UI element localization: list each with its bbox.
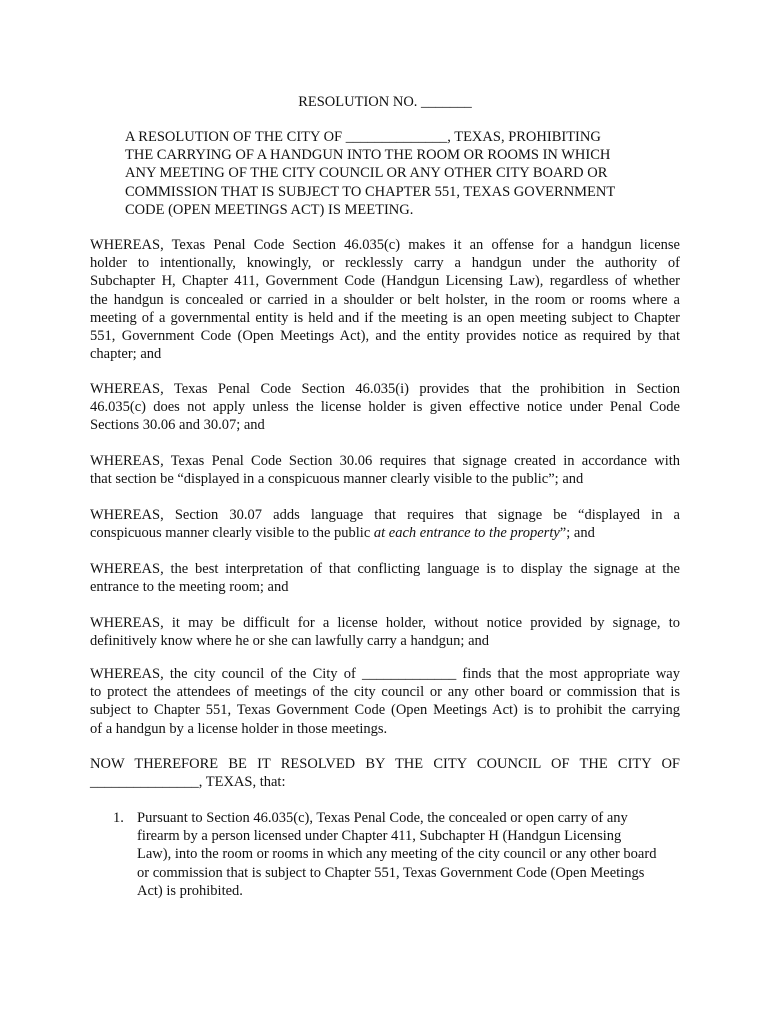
paragraph-line: WHEREAS, Texas Penal Code Section 46.035(i) provides that the prohibition in Section: [90, 381, 680, 397]
heading-line: A RESOLUTION OF THE CITY OF ______________, TEXAS, PROHIBITING: [125, 129, 601, 145]
list-item-body: [137, 809, 683, 900]
paragraph-line: that section be “displayed in a conspicuous manner clearly visible to the public”; and: [90, 471, 584, 488]
heading-line: THE CARRYING OF A HANDGUN INTO THE ROOM OR ROOMS IN WHICH: [125, 147, 611, 164]
line-text: ”; and: [559, 525, 595, 542]
whereas-paragraph-4: [90, 506, 680, 542]
resolution-title: RESOLUTION NO. _______: [298, 94, 472, 110]
whereas-paragraph-5: [90, 560, 680, 596]
list-item-line: Pursuant to Section 46.035(c), Texas Penal Code, the concealed or open carry of any: [137, 810, 628, 826]
paragraph-line: Sections 30.06 and 30.07; and: [90, 417, 265, 434]
paragraph-line: chapter; and: [90, 346, 162, 363]
paragraph-line: entrance to the meeting room; and: [90, 579, 289, 596]
resolution-heading: [125, 128, 655, 219]
paragraph-line: holder to intentionally, knowingly, or recklessly carry a handgun under the authority of: [90, 255, 680, 272]
paragraph-line: Subchapter H, Chapter 411, Government Code (Handgun Licensing Law), regardless of whether: [90, 273, 680, 290]
heading-line: CODE (OPEN MEETINGS ACT) IS MEETING.: [125, 201, 414, 218]
list-item-line: or commission that is subject to Chapter 551, Texas Government Code (Open Meetings: [137, 864, 645, 881]
whereas-paragraph-6: [90, 614, 680, 650]
paragraph-line: _______________, TEXAS, that:: [90, 774, 286, 791]
whereas-paragraph-2: [90, 380, 680, 435]
paragraph-line: WHEREAS, the city council of the City of _____________ finds that the most appropriate way: [90, 666, 680, 682]
paragraph-line: the handgun is concealed or carried in a shoulder or belt holster, in the room or rooms where a: [90, 291, 680, 308]
whereas-paragraph-7: [90, 665, 680, 738]
heading-line: ANY MEETING OF THE CITY COUNCIL OR ANY OTHER CITY BOARD OR: [125, 165, 608, 182]
resolved-clause: [90, 755, 680, 791]
paragraph-line: 46.035(c) does not apply unless the license holder is given effective notice under Penal Code: [90, 399, 680, 416]
paragraph-line: [90, 524, 680, 542]
paragraph-line: WHEREAS, Section 30.07 adds language that requires that signage be “displayed in a: [90, 507, 680, 523]
italic-phrase: at each entrance to the property: [373, 525, 560, 542]
paragraph-line: NOW THEREFORE BE IT RESOLVED BY THE CITY COUNCIL OF THE CITY OF: [90, 756, 680, 772]
paragraph-line: WHEREAS, the best interpretation of that conflicting language is to display the signage at the: [90, 561, 680, 577]
paragraph-line: subject to Chapter 551, Texas Government Code (Open Meetings Act) is to prohibit the carrying: [90, 702, 680, 719]
paragraph-line: WHEREAS, Texas Penal Code Section 30.06 requires that signage created in accordance with: [90, 453, 680, 469]
list-number: 1.: [113, 810, 124, 826]
paragraph-line: definitively know where he or she can lawfully carry a handgun; and: [90, 633, 490, 650]
whereas-paragraph-1: [90, 236, 680, 363]
paragraph-line: of a handgun by a license holder in those meetings.: [90, 720, 388, 737]
whereas-paragraph-3: [90, 452, 680, 488]
heading-line: COMMISSION THAT IS SUBJECT TO CHAPTER 551, TEXAS GOVERNMENT: [125, 183, 616, 200]
paragraph-line: 551, Government Code (Open Meetings Act), and the entity provides notice as required by that: [90, 328, 680, 345]
paragraph-line: WHEREAS, Texas Penal Code Section 46.035(c) makes it an offense for a handgun license: [90, 237, 680, 253]
list-item-line: firearm by a person licensed under Chapter 411, Subchapter H (Handgun Licensing: [137, 828, 622, 845]
list-item-line: Law), into the room or rooms in which any meeting of the city council or any other board: [137, 846, 657, 863]
list-item-line: Act) is prohibited.: [137, 882, 243, 899]
line-text: conspicuous manner clearly visible to the public: [90, 525, 374, 542]
paragraph-line: to protect the attendees of meetings of the city council or any other board or commission that is: [90, 684, 680, 701]
paragraph-line: meeting of a governmental entity is held and if the meeting is an open meeting subject to Chapter: [90, 309, 680, 326]
paragraph-line: WHEREAS, it may be difficult for a license holder, without notice provided by signage, to: [90, 615, 680, 631]
